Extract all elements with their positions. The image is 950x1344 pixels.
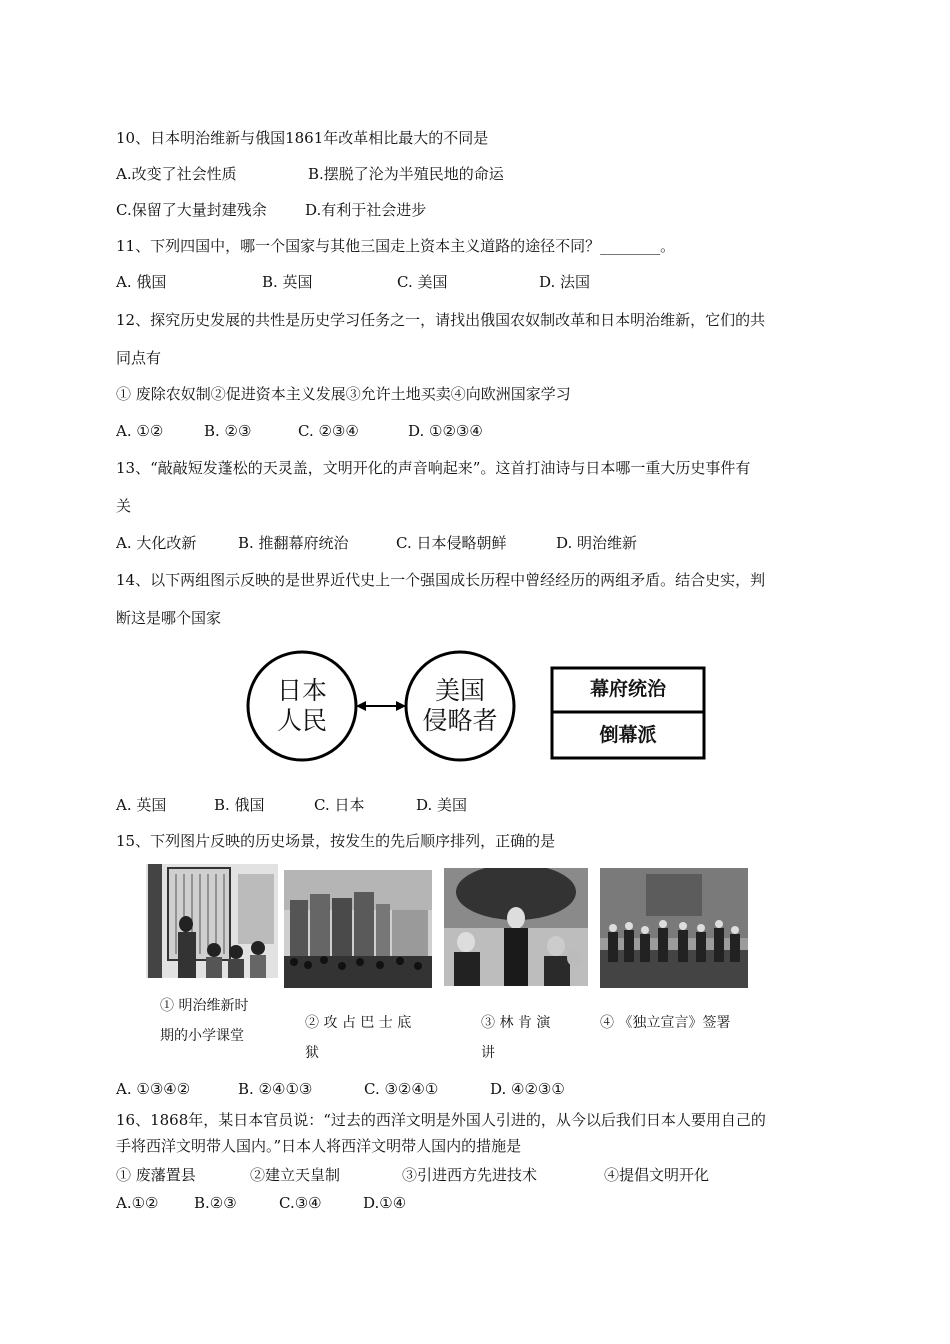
q12-stem-line2: 同点有 — [116, 349, 162, 367]
q14-stem-line2: 断这是哪个国家 — [116, 609, 222, 627]
caption-4: ④ 《独立宣言》签署 — [600, 1015, 731, 1031]
q16-option-c: C.③④ — [279, 1194, 322, 1212]
q16-stem-line2: 手将西洋文明带人国内。”日本人将西洋文明带人国内的措施是 — [116, 1137, 522, 1155]
q16-item-4: ④提倡文明开化 — [604, 1166, 710, 1184]
q12-option-b: B. ②③ — [204, 422, 252, 440]
caption-3-line1: ③ 林 肯 演 — [481, 1015, 551, 1031]
q14-option-a: A. 英国 — [116, 796, 167, 814]
box-bottom-label: 倒幕派 — [599, 724, 657, 746]
caption-2-line2: 狱 — [305, 1045, 319, 1061]
caption-2-line1: ② 攻 占 巴 士 底 — [305, 1015, 412, 1031]
q13-option-d: D. 明治维新 — [556, 534, 638, 552]
q10-option-d: D.有利于社会进步 — [305, 201, 427, 219]
declaration-signing-photo — [600, 868, 748, 988]
bastille-illustration — [284, 870, 432, 988]
q13-stem-line1: 13、“敲敲短发蓬松的天灵盖，文明开化的声音响起来”。这首打油诗与日本哪一重大历史事件有 — [116, 459, 751, 477]
right-circle-line1: 美国 — [434, 676, 485, 705]
q16-stem-line1: 16、1868年，某日本官员说：“过去的西洋文明是外国人引进的，从今以后我们日本人要用自己的 — [116, 1111, 766, 1129]
q11-option-d: D. 法国 — [539, 273, 591, 291]
q16-option-a: A.①② — [116, 1194, 159, 1212]
declaration-illustration — [600, 868, 748, 988]
q13-option-c: C. 日本侵略朝鲜 — [396, 534, 507, 552]
left-circle-line2: 人民 — [276, 706, 327, 735]
caption-1-line1: ① 明治维新时 — [160, 998, 249, 1014]
q13-stem-line2: 关 — [116, 497, 132, 515]
q12-option-d: D. ①②③④ — [408, 422, 483, 440]
arrow-head-left — [356, 701, 366, 711]
lincoln-illustration — [444, 868, 588, 986]
q10-option-b: B.摆脱了沦为半殖民地的命运 — [308, 165, 504, 183]
right-circle-label — [406, 676, 514, 736]
q16-item-1: ① 废藩置县 — [116, 1166, 196, 1184]
q10-option-c: C.保留了大量封建残余 — [116, 201, 267, 219]
box-top-label: 幕府统治 — [589, 678, 666, 700]
meiji-classroom-photo — [146, 864, 278, 978]
q16-option-d: D.①④ — [363, 1194, 407, 1212]
q10-stem: 10、日本明治维新与俄国1861年改革相比最大的不同是 — [116, 129, 489, 147]
bastille-storming-photo — [284, 870, 432, 988]
q15-option-c: C. ③②④① — [364, 1080, 439, 1098]
arrow-head-right — [396, 701, 406, 711]
q16-item-2: ②建立天皇制 — [250, 1166, 341, 1184]
right-circle-line2: 侵略者 — [422, 706, 498, 735]
q12-items: ① 废除农奴制②促进资本主义发展③允许土地买卖④向欧洲国家学习 — [116, 385, 571, 403]
q14-stem-line1: 14、以下两组图示反映的是世界近代史上一个强国成长历程中曾经经历的两组矛盾。结合史实，判 — [116, 571, 766, 589]
caption-1-line2: 期的小学课堂 — [160, 1028, 244, 1044]
q16-option-b: B.②③ — [194, 1194, 237, 1212]
q14-option-b: B. 俄国 — [214, 796, 265, 814]
q14-diagram — [246, 650, 708, 772]
q11-option-b: B. 英国 — [262, 273, 313, 291]
q15-option-a: A. ①③④② — [116, 1080, 191, 1098]
left-circle-line1: 日本 — [276, 676, 327, 705]
q12-option-c: C. ②③④ — [298, 422, 359, 440]
q11-stem: 11、下列四国中，哪一个国家与其他三国走上资本主义道路的途径不同？________。 — [116, 237, 676, 255]
q14-option-c: C. 日本 — [314, 796, 365, 814]
q11-option-a: A. 俄国 — [116, 273, 167, 291]
q15-option-d: D. ④②③① — [490, 1080, 565, 1098]
q13-option-a: A. 大化改新 — [116, 534, 197, 552]
q16-item-3: ③引进西方先进技术 — [402, 1166, 538, 1184]
q12-option-a: A. ①② — [116, 422, 164, 440]
q14-option-d: D. 美国 — [416, 796, 468, 814]
q12-stem-line1: 12、探究历史发展的共性是历史学习任务之一，请找出俄国农奴制改革和日本明治维新，它们的共 — [116, 311, 766, 329]
q13-option-b: B. 推翻幕府统治 — [238, 534, 349, 552]
q15-stem: 15、下列图片反映的历史场景，按发生的先后顺序排列，正确的是 — [116, 832, 556, 850]
caption-3-line2: 讲 — [481, 1045, 495, 1061]
q11-option-c: C. 美国 — [397, 273, 448, 291]
meiji-classroom-illustration — [146, 864, 278, 978]
lincoln-speech-photo — [444, 868, 588, 986]
q10-option-a: A.改变了社会性质 — [116, 165, 237, 183]
left-circle-label — [252, 676, 352, 736]
q15-option-b: B. ②④①③ — [238, 1080, 313, 1098]
